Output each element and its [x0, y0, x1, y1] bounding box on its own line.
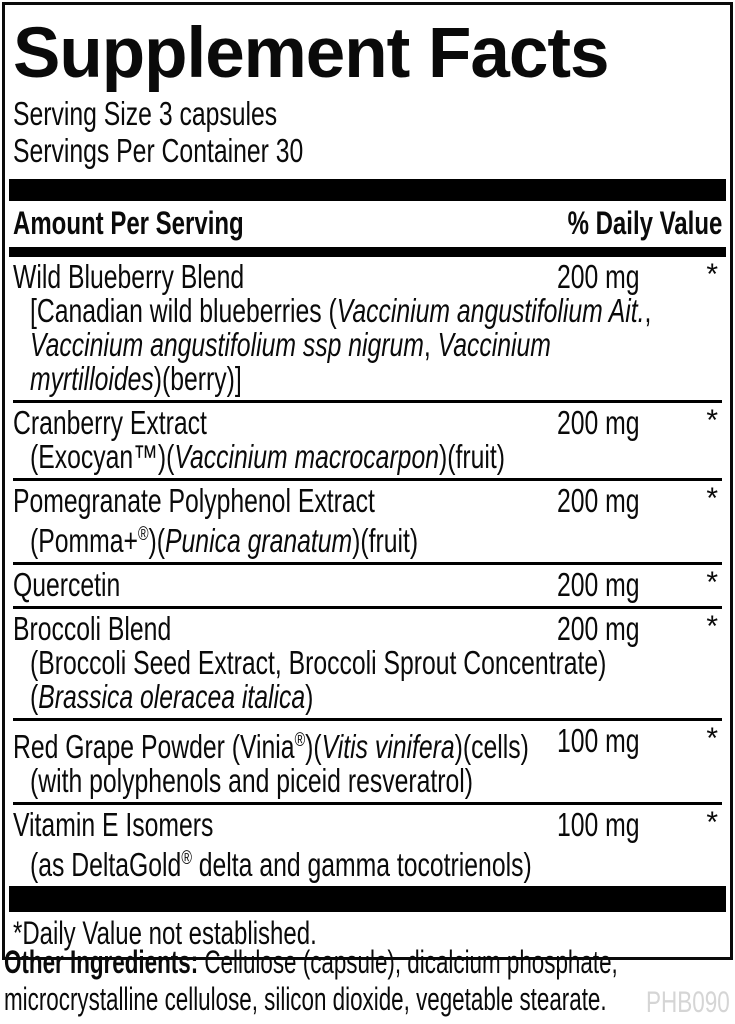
text-segment: (with polyphenols and piceid resveratrol) — [30, 762, 473, 799]
serving-size-text: Serving Size 3 capsules — [13, 95, 278, 132]
ingredient-main-line — [13, 612, 722, 646]
ingredient-row — [13, 478, 722, 562]
text-segment: microcrystalline cellulose, silicon dioxide, vegetable stearate. — [4, 981, 607, 1017]
ingredient-detail-text — [30, 362, 242, 396]
ingredient-main-line — [13, 260, 722, 294]
ingredient-name-text — [13, 612, 171, 646]
text-segment: )(fruit) — [438, 438, 505, 475]
divider-thick-bottom — [9, 886, 726, 912]
supplement-facts-panel — [2, 2, 733, 960]
ingredient-amount — [557, 484, 667, 518]
other-ingredients-line — [4, 944, 735, 981]
ingredient-detail-text — [30, 440, 505, 474]
ingredient-row — [13, 400, 722, 478]
ingredient-detail-text — [30, 328, 551, 362]
ingredient-daily-value: * — [706, 610, 718, 643]
ingredient-main-line — [13, 484, 722, 518]
text-segment: )( — [148, 522, 166, 559]
ingredient-row — [13, 562, 722, 606]
text-segment: )( — [305, 728, 322, 765]
ingredient-row — [13, 606, 722, 718]
text-segment: myrtilloides — [30, 360, 154, 397]
other-ingredients-text — [4, 944, 618, 981]
ingredient-name — [13, 612, 540, 646]
ingredient-amount — [557, 724, 667, 758]
text-segment: )(cells) — [454, 728, 529, 765]
ingredient-detail-line — [30, 842, 722, 882]
ingredient-main-line — [13, 724, 722, 764]
text-segment: (as DeltaGold — [30, 846, 182, 883]
ingredient-amount-text: 200 mg — [557, 610, 640, 647]
daily-value-footnote: *Daily Value not established. — [13, 915, 317, 951]
panel-title: Supplement Facts — [13, 14, 609, 93]
ingredient-detail-text — [30, 646, 606, 680]
ingredient-amount — [557, 568, 667, 602]
ingredient-name — [13, 260, 540, 294]
ingredient-detail-line — [30, 362, 722, 396]
ingredient-row — [13, 257, 722, 400]
serving-size — [13, 95, 722, 132]
text-segment: (Pomma+ — [30, 522, 138, 559]
ingredient-daily-value: * — [706, 722, 718, 755]
ingredient-name-text — [13, 260, 244, 294]
ingredient-daily-value: * — [706, 806, 718, 839]
ingredient-daily-value: * — [706, 566, 718, 599]
ingredient-amount — [557, 808, 667, 842]
ingredient-main-line — [13, 568, 722, 602]
amount-per-serving-header: Amount Per Serving — [13, 205, 244, 241]
ingredient-amount — [557, 260, 667, 294]
text-segment: ® — [137, 524, 149, 545]
ingredient-name — [13, 724, 540, 764]
ingredient-amount-text: 200 mg — [557, 482, 640, 519]
text-segment: Vaccinium macrocarpon — [174, 438, 439, 475]
ingredient-detail-text — [30, 842, 532, 882]
ingredient-amount — [557, 612, 667, 646]
text-segment: ® — [294, 730, 306, 751]
text-segment: Cranberry Extract — [13, 404, 207, 441]
ingredient-detail-line — [30, 680, 722, 714]
text-segment: , — [423, 326, 438, 363]
text-segment: ) — [305, 678, 314, 715]
text-segment: Vaccinium angustifolium Ait. — [336, 292, 645, 329]
divider-thick-top — [9, 179, 726, 201]
ingredient-name — [13, 568, 540, 602]
ingredient-detail-text — [30, 518, 418, 558]
ingredient-amount-text: 200 mg — [557, 566, 640, 603]
ingredient-main-line — [13, 406, 722, 440]
ingredient-amount-text: 100 mg — [557, 806, 640, 843]
ingredient-amount-text: 100 mg — [557, 722, 640, 759]
text-segment: ® — [181, 848, 192, 869]
text-segment: Wild Blueberry Blend — [13, 258, 245, 295]
other-ingredients-text — [4, 981, 607, 1018]
text-segment: Vitamin E Isomers — [13, 806, 214, 843]
ingredient-detail-line — [30, 646, 722, 680]
servings-per-container-text: Servings Per Container 30 — [13, 132, 304, 169]
ingredient-amount-text: 200 mg — [557, 258, 640, 295]
ingredient-main-line — [13, 808, 722, 842]
ingredient-name-text — [13, 406, 207, 440]
text-segment: Quercetin — [13, 566, 121, 603]
divider-medium — [9, 247, 726, 257]
ingredient-name — [13, 406, 540, 440]
ingredient-name-text — [13, 724, 529, 764]
text-segment: Vitis vinifera — [321, 728, 455, 765]
ingredient-daily-value: * — [706, 482, 718, 515]
servings-per-container — [13, 132, 722, 169]
text-segment: )(fruit) — [352, 522, 419, 559]
ingredient-amount — [557, 406, 667, 440]
ingredient-detail-text — [30, 294, 651, 328]
ingredient-rows — [13, 257, 722, 886]
text-segment: , — [644, 292, 652, 329]
text-segment: Other Ingredients: — [4, 944, 205, 980]
ingredient-name-text — [13, 568, 120, 602]
text-segment: Brassica oleracea italica — [38, 678, 306, 715]
ingredient-daily-value: * — [706, 404, 718, 437]
text-segment: Cellulose (capsule), dicalcium phosphate, — [204, 944, 618, 980]
ingredient-row — [13, 718, 722, 802]
text-segment: delta and gamma tocotrienols) — [191, 846, 532, 883]
ingredient-name-text — [13, 484, 375, 518]
ingredient-name — [13, 808, 540, 842]
product-code: PHB090 — [646, 986, 730, 1019]
ingredient-detail-text — [30, 680, 313, 714]
text-segment: Pomegranate Polyphenol Extract — [13, 482, 375, 519]
ingredient-daily-value: * — [706, 258, 718, 291]
ingredient-detail-line — [30, 440, 722, 474]
ingredient-amount-text: 200 mg — [557, 404, 640, 441]
daily-value-header: % Daily Value — [567, 205, 722, 241]
text-segment: Punica granatum — [165, 522, 353, 559]
text-segment: [Canadian wild blueberries ( — [30, 292, 337, 329]
ingredient-detail-line — [30, 518, 722, 558]
text-segment: Broccoli Blend — [13, 610, 172, 647]
text-segment: Vaccinium angustifolium ssp nigrum — [30, 326, 424, 363]
ingredient-name-text — [13, 808, 213, 842]
ingredient-row — [13, 802, 722, 886]
ingredient-detail-line — [30, 294, 722, 328]
text-segment: ( — [30, 678, 39, 715]
text-segment: (Broccoli Seed Extract, Broccoli Sprout Concentrate) — [30, 644, 607, 681]
ingredient-detail-line — [30, 328, 722, 362]
column-header-row — [13, 203, 722, 243]
ingredient-detail-text — [30, 764, 473, 798]
text-segment: )(berry)] — [153, 360, 242, 397]
text-segment: Vaccinium — [437, 326, 551, 363]
text-segment: (Exocyan™)( — [30, 438, 175, 475]
text-segment: Red Grape Powder (Vinia — [13, 728, 295, 765]
ingredient-name — [13, 484, 540, 518]
ingredient-detail-line — [30, 764, 722, 798]
